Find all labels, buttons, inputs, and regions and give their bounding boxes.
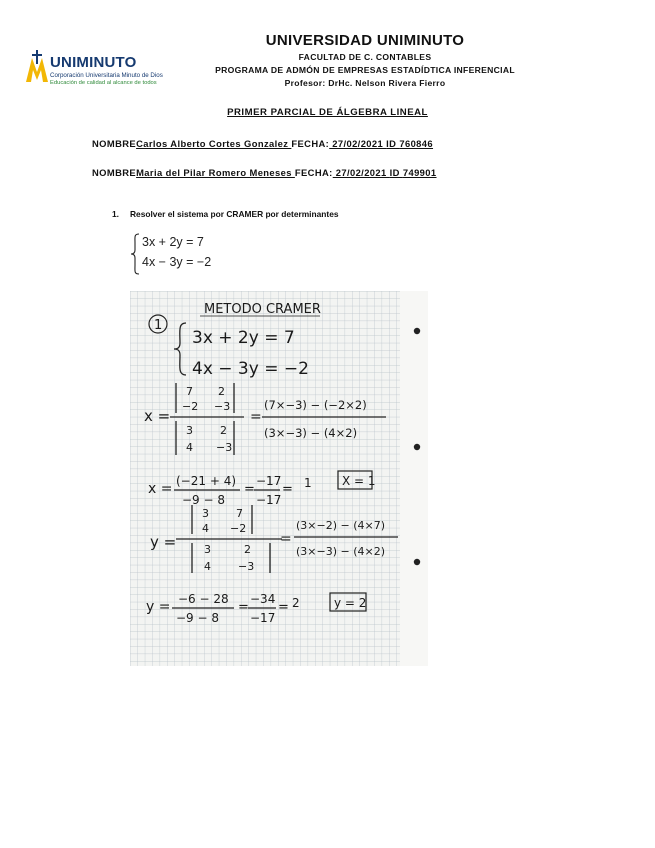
hw-x-result: X = 1 xyxy=(342,474,376,488)
student-name: Maria del Pilar Romero Meneses xyxy=(136,167,295,178)
hw-x-den-b: 2 xyxy=(220,424,227,437)
hw-x-den-a: 3 xyxy=(186,424,193,437)
hw-y-num-a: 3 xyxy=(202,507,209,520)
hw-x-den-c: 4 xyxy=(186,441,193,454)
hw-eq1: 3x + 2y = 7 xyxy=(192,328,295,348)
hw-x-num-c: −2 xyxy=(182,400,199,413)
hw-y-num-b: 7 xyxy=(236,507,243,520)
hw-y-den-c: 4 xyxy=(204,560,211,573)
student-date: 27/02/2021 xyxy=(332,167,390,178)
hw-y-eval-label: y = xyxy=(146,599,171,615)
logo-tagline: Educación de calidad al alcance de todos xyxy=(50,80,157,86)
university-title: UNIVERSIDAD UNIMINUTO xyxy=(265,32,465,49)
question-1 xyxy=(112,209,339,219)
id-label: ID xyxy=(389,167,403,178)
svg-text:=: = xyxy=(282,482,293,497)
binder-hole-icon xyxy=(414,444,420,450)
hw-y-eval-den: −9 − 8 xyxy=(176,611,220,625)
hw-y-simpl-den: −17 xyxy=(250,611,276,625)
question-text: Resolver el sistema por CRAMER por determinantes xyxy=(130,209,339,219)
program-line: PROGRAMA DE ADMÓN DE EMPRESAS ESTADÍDTICA INFERENCIAL xyxy=(215,65,515,75)
hw-y-value: 2 xyxy=(292,596,300,610)
id-label: ID xyxy=(386,138,400,149)
equation-system xyxy=(130,233,250,275)
student-id: 760846 xyxy=(399,138,434,149)
name-label: NOMBRE xyxy=(92,138,137,149)
faculty-line: FACULTAD DE C. CONTABLES xyxy=(298,52,432,62)
logo-subtitle: Corporación Universitaria Minuto de Dios xyxy=(50,72,163,79)
student-id: 749901 xyxy=(402,167,437,178)
hw-y-expand-den: (3×−3) − (4×2) xyxy=(296,545,386,558)
equation-2: 4x − 3y = −2 xyxy=(142,255,212,269)
hw-y-num-c: 4 xyxy=(202,522,209,535)
binder-hole-icon xyxy=(414,328,420,334)
hw-x-eval-den: −9 − 8 xyxy=(182,493,226,507)
hw-x-num-b: 2 xyxy=(218,385,225,398)
document-header xyxy=(170,32,560,88)
hw-x-den-d: −3 xyxy=(216,441,233,454)
hw-x-value: 1 xyxy=(304,476,312,490)
svg-text:=: = xyxy=(280,531,292,547)
hw-y-den-a: 3 xyxy=(204,543,211,556)
hw-x-expand-den: (3×−3) − (4×2) xyxy=(264,426,358,440)
student-name: Carlos Alberto Cortes Gonzalez xyxy=(136,138,292,149)
brace-icon xyxy=(130,233,140,275)
student-line-1 xyxy=(92,138,433,149)
equation-1: 3x + 2y = 7 xyxy=(142,235,204,249)
hw-x-num-d: −3 xyxy=(214,400,231,413)
hw-y-eval-num: −6 − 28 xyxy=(178,592,229,606)
hw-y-simpl-num: −34 xyxy=(250,592,276,606)
hw-x-expand-num: (7×−3) − (−2×2) xyxy=(264,398,367,412)
hw-x-eval-num: (−21 + 4) xyxy=(176,474,237,488)
name-label: NOMBRE xyxy=(92,167,137,178)
hw-x-eval-label: x = xyxy=(148,481,173,497)
hw-problem-number: 1 xyxy=(154,318,163,333)
student-line-2 xyxy=(92,167,437,178)
professor-line: Profesor: DrHc. Nelson Rivera Fierro xyxy=(284,78,446,88)
student-date: 27/02/2021 xyxy=(329,138,387,149)
hw-x-num-a: 7 xyxy=(186,385,193,398)
hw-x-simpl-den: −17 xyxy=(256,493,282,507)
exam-title: PRIMER PARCIAL DE ÁLGEBRA LINEAL xyxy=(227,107,428,118)
graph-paper xyxy=(130,291,428,666)
university-logo xyxy=(24,48,164,92)
date-label: FECHA: xyxy=(294,167,333,178)
hw-eq2: 4x − 3y = −2 xyxy=(192,359,309,379)
handwritten-solution-photo xyxy=(130,291,428,666)
hw-x-label: x = xyxy=(144,407,171,425)
hw-x-simpl-num: −17 xyxy=(256,474,282,488)
date-label: FECHA: xyxy=(291,138,330,149)
logo-mark-icon xyxy=(24,48,50,88)
svg-text:=: = xyxy=(250,409,262,425)
svg-text:=: = xyxy=(278,600,289,615)
svg-text:=: = xyxy=(244,482,255,497)
svg-text:=: = xyxy=(238,600,249,615)
logo-brand: UNIMINUTO xyxy=(50,54,137,71)
hw-y-den-d: −3 xyxy=(238,560,255,573)
hw-y-result: y = 2 xyxy=(334,596,367,610)
hw-y-num-d: −2 xyxy=(230,522,247,535)
hw-y-den-b: 2 xyxy=(244,543,251,556)
hw-y-expand-num: (3×−2) − (4×7) xyxy=(296,519,386,532)
hw-title: METODO CRAMER xyxy=(204,302,321,317)
hw-y-label: y = xyxy=(150,533,177,551)
question-number: 1. xyxy=(112,209,119,219)
binder-hole-icon xyxy=(414,559,420,565)
